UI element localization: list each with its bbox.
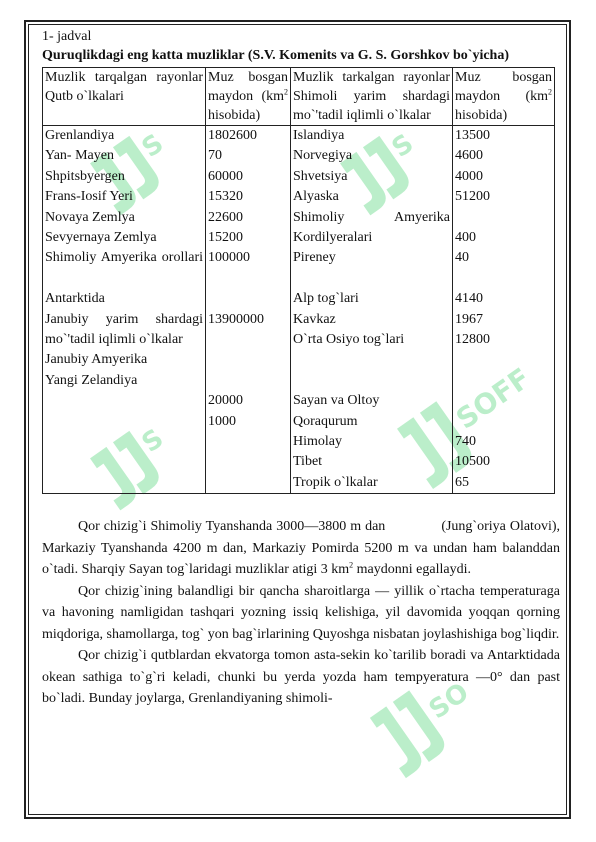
table-title: Quruqlikdagi eng katta muzliklar (S.V. Komenits va G. S. Gorshkov bo`yicha) bbox=[42, 48, 509, 63]
list-item: Shimoliy Amyerika Kordilyeralari bbox=[293, 209, 450, 246]
list-item: Sayan va Oltoy bbox=[293, 393, 380, 409]
right-values-cell bbox=[453, 126, 555, 494]
list-item: 40 bbox=[455, 250, 469, 266]
list-item: Qoraqurum bbox=[293, 413, 358, 429]
list-item: 51200 bbox=[455, 189, 490, 205]
list-item: O`rta Osiyo tog`lari bbox=[293, 332, 405, 348]
svg-text:S: S bbox=[386, 128, 420, 164]
list-item: 15200 bbox=[208, 230, 243, 246]
svg-text:S: S bbox=[136, 128, 170, 164]
right-names-cell bbox=[291, 126, 453, 494]
list-item: Norvegiya bbox=[293, 148, 353, 164]
list-item: Sevyernaya Zemlya bbox=[45, 230, 157, 246]
table-caption: 1- jadval bbox=[42, 29, 92, 44]
list-item: Yan- Mayen bbox=[45, 148, 114, 164]
list-item: Shvetsiya bbox=[293, 168, 348, 184]
list-item: Shpitsbyergen bbox=[45, 168, 125, 184]
list-item: Janubiy yarim shardagi mo`'tadil iqlimli o`lkalar bbox=[45, 311, 203, 348]
list-item: 60000 bbox=[208, 168, 243, 184]
list-item: 1000 bbox=[208, 413, 236, 429]
list-item: 4000 bbox=[455, 168, 483, 184]
list-item: 1802600 bbox=[208, 128, 257, 143]
list-item: Antarktida bbox=[45, 291, 105, 307]
header-area-left: Muz bosgan maydon ($km^2$ hisobida) bbox=[206, 68, 291, 126]
list-item: Novaya Zemlya bbox=[45, 209, 135, 225]
list-item: Grenlandiya bbox=[45, 128, 115, 143]
list-item: 70 bbox=[208, 148, 222, 164]
header-polar-regions: Muzlik tarqalgan rayonlar Qutb o`lkalari bbox=[43, 68, 206, 126]
paragraph-snow-line-factors: Qor chizig`ining balandligi bir qancha sharoitlarga — yillik o`rtacha temperaturaga va havoning namligidan tashqari yozning issiq kelishiga, yil davomida yoqqan qorning miqdoriga, shamollarga, tog` yon bag`irlarining Quyoshga nisbatan joylashishiga bog`liqdir. bbox=[42, 583, 560, 642]
table-header-row bbox=[43, 68, 555, 126]
list-item: Kavkaz bbox=[293, 311, 336, 327]
list-item: Tibet bbox=[293, 454, 323, 470]
left-names-cell bbox=[43, 126, 206, 494]
list-item: 740 bbox=[455, 434, 476, 449]
glaciers-table bbox=[42, 67, 555, 494]
table-body-row bbox=[43, 126, 555, 494]
header-area-right: Muz bosgan maydon ($km^2$ hisobida) bbox=[453, 68, 555, 126]
svg-text:S: S bbox=[136, 423, 170, 459]
list-item: Frans-Iosif Yeri bbox=[45, 189, 133, 205]
list-item: 65 bbox=[455, 474, 469, 490]
list-item: 4140 bbox=[455, 291, 483, 307]
list-item: Shimoliy Amyerika orollari bbox=[45, 250, 203, 266]
list-item: Himolay bbox=[293, 434, 342, 450]
list-item: 13900000 bbox=[208, 311, 264, 327]
list-item: 100000 bbox=[208, 250, 250, 266]
paragraph-snow-line-heights: Qor chizig`i Shimoliy Tyanshanda 3000—3800 m dan (Jung`oriya Olatovi), Markaziy Tyanshanda 4200 m dan, Markaziy Pomirda 5200 m va undan ham balanddan o`tadi. Sharqiy Sayan tog`laridagi muzliklar atigi 3 $km^2$ maydonni egallaydi. bbox=[42, 519, 560, 578]
list-item: Alp tog`lari bbox=[293, 291, 359, 307]
list-item: Alyaska bbox=[293, 189, 339, 205]
list-item: 12800 bbox=[455, 332, 490, 348]
list-item: Tropik o`lkalar bbox=[293, 474, 378, 490]
header-temperate-regions: Muzlik tarkalgan rayonlar Shimoli yarim shardagi mo`'tadil iqlimli o`lkalar bbox=[291, 68, 453, 126]
left-values-cell bbox=[206, 126, 291, 494]
list-item: 10500 bbox=[455, 454, 490, 470]
list-item: Janubiy Amyerika bbox=[45, 352, 148, 368]
list-item: 400 bbox=[455, 230, 476, 246]
list-item: 13500 bbox=[455, 128, 490, 143]
list-item: 20000 bbox=[208, 393, 243, 409]
paragraph-snow-line-latitude: Qor chizig`i qutblardan ekvatorga tomon asta-sekin ko`tarilib boradi va Antarktidada okean sathiga to`g`ri keladi, chunki bu yerda yozda ham tempyeratura —0° dan past bo`ladi. Bunday joylarga, Grenlandiyaning shimoli- bbox=[42, 648, 560, 707]
svg-text:SO: SO bbox=[423, 677, 475, 726]
list-item: 15320 bbox=[208, 189, 243, 205]
list-item: 4600 bbox=[455, 148, 483, 164]
svg-text:SOFF: SOFF bbox=[450, 361, 537, 436]
list-item: 22600 bbox=[208, 209, 243, 225]
list-item: 1967 bbox=[455, 311, 483, 327]
list-item: Yangi Zelandiya bbox=[45, 372, 138, 388]
list-item: Pireney bbox=[293, 250, 336, 266]
list-item: Islandiya bbox=[293, 128, 345, 143]
page-content bbox=[42, 28, 560, 710]
